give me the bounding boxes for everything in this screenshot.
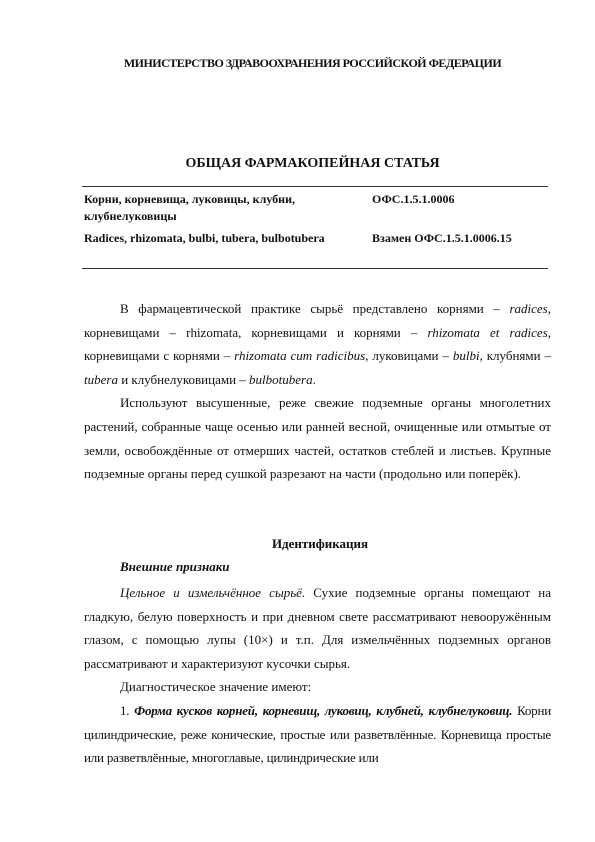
paragraph-diagnostic: Диагностическое значение имеют:: [120, 679, 312, 695]
divider-top: [82, 186, 548, 187]
paragraph-whole-and-cut: Цельное и измельчённое сырьё. Сухие подземные органы помещают на гладкую, белую поверхность и при дневном свете рассматривают невооружённым глазом, с помощью лупы (10×) и т.п. Для измельчённых подземных органов рассматривают и характеризуют кусочки сырья.: [84, 585, 551, 671]
paragraph-raw-material-forms: В фармацевтической практике сырьё представлено корнями – radices, корневищами – rhizomata, корневищами и корнями – rhizomata et radices, корневищами с корнями – rhizomata cum radicibus, луковицами – bulbi, клубнями – tubera и клубнелуковицами – bulbotubera.: [84, 301, 552, 387]
identification-text: [84, 581, 551, 770]
subsection-heading-external-features: Внешние признаки: [120, 559, 230, 574]
divider-bottom: [82, 268, 548, 269]
paragraph-collection: Используют высушенные, реже свежие подземные органы многолетних растений, собранные чаще осенью или ранней весной, очищенные или отмытые от земли, освобождённые от отмерших частей, остатков стеблей и листьев. Крупные подземные органы перед сушкой разрезают на части (продольно или поперёк).: [84, 395, 551, 482]
intro-text: [84, 297, 551, 486]
monograph-code: ОФС.1.5.1.0006: [372, 192, 455, 206]
section-heading-identification: Идентификация: [271, 536, 369, 551]
paragraph-piece-shape: 1. Форма кусков корней, корневищ, луковиц, клубней, клубнелуковиц. Корни цилиндрические, реже конические, простые или разветвлённые. Корневища простые или разветвлённые, многоглавые, цилиндрические или: [84, 702, 552, 766]
monograph-name-ru: Корни, корневища, луковицы, клубни, клубнелуковицы: [84, 192, 295, 223]
monograph-name-la: Radices, rhizomata, bulbi, tubera, bulbotubera: [84, 231, 325, 245]
replaces-code: Взамен ОФС.1.5.1.0006.15: [372, 231, 512, 245]
document-title: ОБЩАЯ ФАРМАКОПЕЙНАЯ СТАТЬЯ: [185, 156, 440, 171]
ministry-header: МИНИСТЕРСТВО ЗДРАВООХРАНЕНИЯ РОССИЙСКОЙ ФЕДЕРАЦИИ: [123, 56, 502, 70]
